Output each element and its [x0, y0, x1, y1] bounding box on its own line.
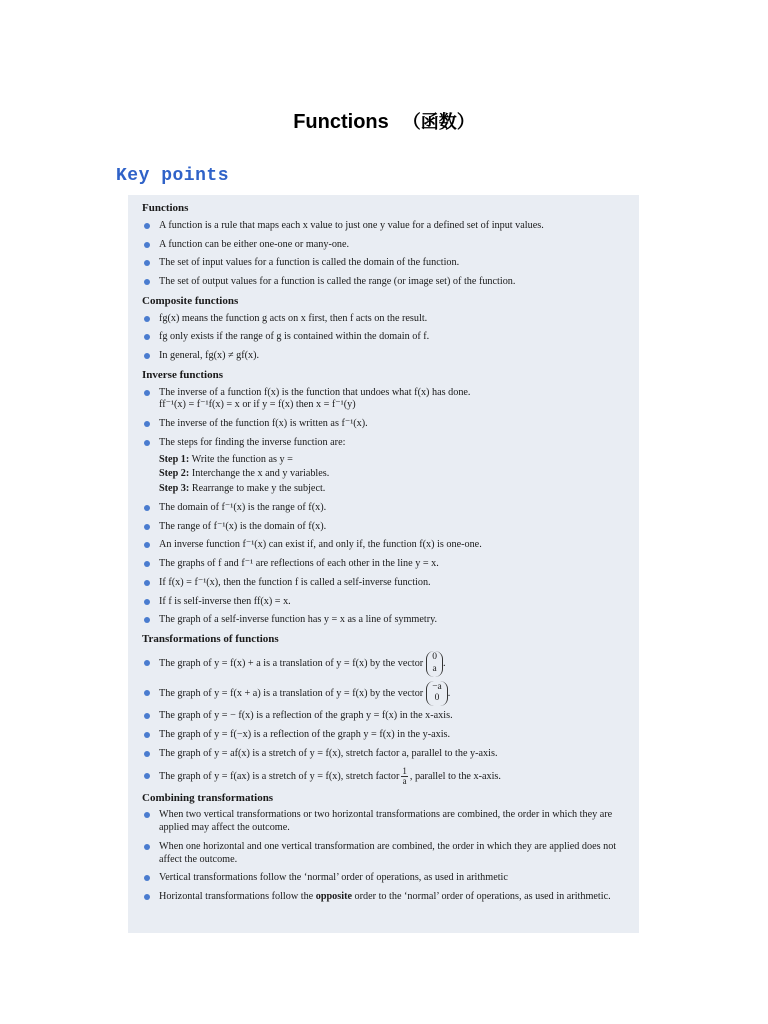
bullet-icon	[144, 260, 150, 266]
list-item: The range of f⁻¹(x) is the domain of f(x).	[142, 521, 625, 534]
bullet-icon	[144, 580, 150, 586]
list-inverse	[142, 387, 625, 450]
bullet-icon	[144, 617, 150, 623]
list-combining	[142, 809, 625, 904]
list-item: When one horizontal and one vertical transformation are combined, the order in which they are applied does not affect the outcome.	[142, 841, 625, 867]
list-item: The graph of y = f(x + a) is a translation of y = f(x) by the vector −a 0 .	[142, 681, 625, 707]
list-item: The inverse of a function f(x) is the function that undoes what f(x) has done. ff⁻¹(x) = f⁻¹f(x) = x or if y = f(x) then x = f⁻¹(y)	[142, 387, 625, 413]
bullet-icon	[144, 390, 150, 396]
list-item: The graph of y = af(x) is a stretch of y = f(x), stretch factor a, parallel to the y-axis.	[142, 748, 625, 761]
list-item: The graph of a self-inverse function has y = x as a line of symmetry.	[142, 614, 625, 627]
bullet-icon	[144, 316, 150, 322]
list-item: fg only exists if the range of g is contained within the domain of f.	[142, 331, 625, 344]
list-item: An inverse function f⁻¹(x) can exist if, and only if, the function f(x) is one-one.	[142, 539, 625, 552]
step-3: Step 3: Rearrange to make y the subject.	[159, 483, 326, 494]
list-item: fg(x) means the function g acts on x first, then f acts on the result.	[142, 313, 625, 326]
bullet-icon	[144, 812, 150, 818]
bullet-icon	[144, 440, 150, 446]
list-item: The graphs of f and f⁻¹ are reflections of each other in the line y = x.	[142, 558, 625, 571]
list-transformations	[142, 651, 625, 786]
list-item: When two vertical transformations or two horizontal transformations are combined, the order in which they are applied may affect the outcome.	[142, 809, 625, 835]
heading-inverse-functions: Inverse functions	[142, 368, 223, 381]
heading-combining-transformations: Combining transformations	[142, 791, 274, 804]
inverse-identity: ff⁻¹(x) = f⁻¹f(x) = x or if y = f(x) then x = f⁻¹(y)	[159, 399, 356, 411]
list-inverse-more	[142, 502, 625, 627]
list-item: The graph of y = f(−x) is a reflection of the graph y = f(x) in the y-axis.	[142, 729, 625, 742]
bullet-icon	[144, 599, 150, 605]
key-points-panel	[128, 195, 639, 933]
list-item: The graph of y = − f(x) is a reflection of the graph y = f(x) in the x-axis.	[142, 710, 625, 723]
bullet-icon	[144, 561, 150, 567]
step-1: Step 1: Write the function as y =	[159, 453, 293, 465]
list-item: The set of input values for a function is called the domain of the function.	[142, 257, 625, 270]
list-composite	[142, 313, 625, 363]
bullet-icon	[144, 690, 150, 696]
bullet-icon	[144, 773, 150, 779]
bullet-icon	[144, 505, 150, 511]
heading-transformations: Transformations of functions	[142, 633, 279, 645]
bullet-icon	[144, 660, 150, 666]
list-item: The steps for finding the inverse function are:	[142, 437, 625, 450]
bullet-icon	[144, 844, 150, 850]
list-item: The inverse of the function f(x) is written as f⁻¹(x).	[142, 418, 625, 431]
bullet-icon	[144, 713, 150, 719]
bullet-icon	[144, 421, 150, 427]
list-item: The set of output values for a function is called the range (or image set) of the function.	[142, 276, 625, 289]
bullet-icon	[144, 353, 150, 359]
bullet-icon	[144, 524, 150, 530]
bullet-icon	[144, 894, 150, 900]
list-item: Vertical transformations follow the ‘normal’ order of operations, as used in arithmetic	[142, 872, 625, 885]
fraction: $\frac{1}{a}$	[402, 765, 407, 786]
vector-column: −a 0	[426, 681, 448, 707]
heading-functions: Functions	[142, 202, 189, 214]
list-item: The graph of y = f(ax) is a stretch of y = f(x), stretch factor $\frac{1}{a}$ , parallel to the x-axis.	[142, 767, 625, 786]
title-chinese: （函数）	[402, 112, 475, 133]
step-2: Step 2: Interchange the x and y variables.	[159, 468, 330, 480]
bullet-icon	[144, 223, 150, 229]
vector-column: 0 a	[426, 651, 443, 677]
list-item: If f(x) = f⁻¹(x), then the function f is called a self-inverse function.	[142, 577, 625, 590]
bullet-icon	[144, 279, 150, 285]
heading-composite-functions: Composite functions	[142, 294, 239, 307]
bullet-icon	[144, 732, 150, 738]
inverse-steps	[142, 454, 625, 496]
bullet-icon	[144, 751, 150, 757]
bullet-icon	[144, 875, 150, 881]
list-item: Horizontal transformations follow the opposite order to the ‘normal’ order of operations, as used in arithmetic.	[142, 891, 625, 904]
list-functions	[142, 220, 625, 289]
list-item: A function can be either one-one or many-one.	[142, 239, 625, 252]
bullet-icon	[144, 542, 150, 548]
list-item: The graph of y = f(x) + a is a translation of y = f(x) by the vector 0 a .	[142, 651, 625, 677]
list-item: The domain of f⁻¹(x) is the range of f(x).	[142, 502, 625, 515]
list-item: A function is a rule that maps each x value to just one y value for a defined set of input values.	[142, 220, 625, 233]
bullet-icon	[144, 334, 150, 340]
section-heading-key-points: Key points	[116, 166, 230, 186]
list-item: In general, fg(x) ≠ gf(x).	[142, 350, 625, 363]
title-text: Functions	[293, 111, 389, 133]
page-title	[0, 108, 768, 134]
list-item: If f is self-inverse then ff(x) = x.	[142, 596, 625, 609]
bullet-icon	[144, 242, 150, 248]
